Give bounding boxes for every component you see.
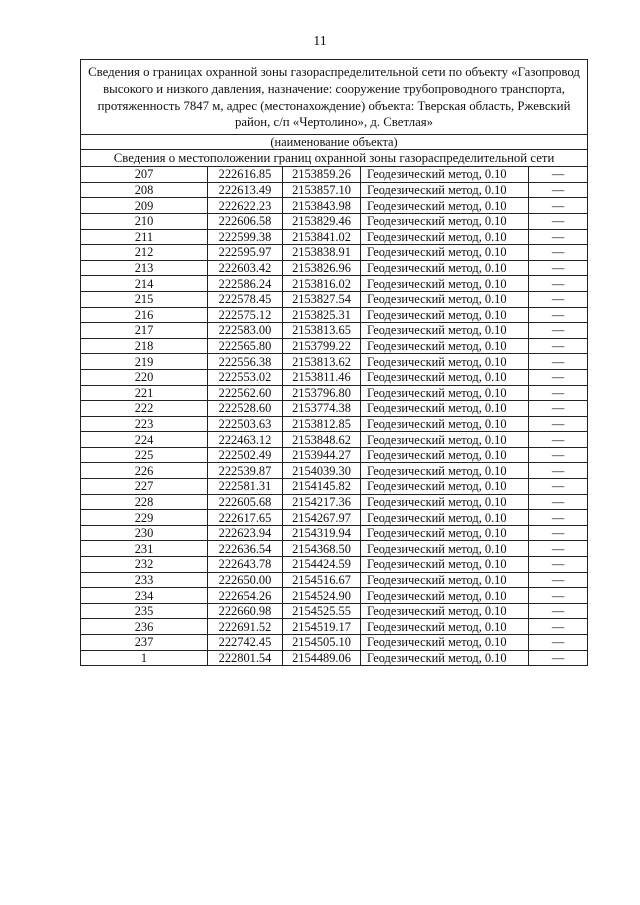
- method-cell: Геодезический метод, 0.10: [361, 447, 529, 463]
- section-title-row: [81, 150, 588, 167]
- y-coordinate-cell: 2153841.02: [283, 229, 361, 245]
- method-cell: Геодезический метод, 0.10: [361, 619, 529, 635]
- method-cell: Геодезический метод, 0.10: [361, 557, 529, 573]
- y-coordinate-cell: 2153848.62: [283, 432, 361, 448]
- point-number-cell: 224: [81, 432, 208, 448]
- method-cell: Геодезический метод, 0.10: [361, 588, 529, 604]
- y-coordinate-cell: 2154489.06: [283, 650, 361, 666]
- note-cell: —: [529, 603, 588, 619]
- method-cell: Геодезический метод, 0.10: [361, 198, 529, 214]
- method-cell: Геодезический метод, 0.10: [361, 401, 529, 417]
- method-cell: Геодезический метод, 0.10: [361, 432, 529, 448]
- x-coordinate-cell: 222605.68: [208, 494, 283, 510]
- method-cell: Геодезический метод, 0.10: [361, 603, 529, 619]
- method-cell: Геодезический метод, 0.10: [361, 369, 529, 385]
- method-cell: Геодезический метод, 0.10: [361, 213, 529, 229]
- y-coordinate-cell: 2153796.80: [283, 385, 361, 401]
- note-cell: —: [529, 619, 588, 635]
- y-coordinate-cell: 2154267.97: [283, 510, 361, 526]
- note-cell: —: [529, 510, 588, 526]
- table-row: [81, 557, 588, 573]
- y-coordinate-cell: 2153816.02: [283, 276, 361, 292]
- table-row: [81, 369, 588, 385]
- y-coordinate-cell: 2154319.94: [283, 525, 361, 541]
- y-coordinate-cell: 2154505.10: [283, 635, 361, 651]
- method-cell: Геодезический метод, 0.10: [361, 260, 529, 276]
- x-coordinate-cell: 222603.42: [208, 260, 283, 276]
- x-coordinate-cell: 222562.60: [208, 385, 283, 401]
- x-coordinate-cell: 222463.12: [208, 432, 283, 448]
- table-row: [81, 635, 588, 651]
- x-coordinate-cell: 222650.00: [208, 572, 283, 588]
- x-coordinate-cell: 222606.58: [208, 213, 283, 229]
- x-coordinate-cell: 222539.87: [208, 463, 283, 479]
- x-coordinate-cell: 222691.52: [208, 619, 283, 635]
- x-coordinate-cell: 222643.78: [208, 557, 283, 573]
- point-number-cell: 233: [81, 572, 208, 588]
- method-cell: Геодезический метод, 0.10: [361, 182, 529, 198]
- point-number-cell: 213: [81, 260, 208, 276]
- x-coordinate-cell: 222565.80: [208, 338, 283, 354]
- point-number-cell: 211: [81, 229, 208, 245]
- title-row: [81, 60, 588, 135]
- point-number-cell: 237: [81, 635, 208, 651]
- note-cell: —: [529, 229, 588, 245]
- boundary-table: [80, 59, 588, 666]
- table-row: [81, 260, 588, 276]
- method-cell: Геодезический метод, 0.10: [361, 307, 529, 323]
- x-coordinate-cell: 222578.45: [208, 291, 283, 307]
- y-coordinate-cell: 2153825.31: [283, 307, 361, 323]
- x-coordinate-cell: 222616.85: [208, 167, 283, 183]
- note-cell: —: [529, 572, 588, 588]
- x-coordinate-cell: 222528.60: [208, 401, 283, 417]
- table-row: [81, 619, 588, 635]
- note-cell: —: [529, 369, 588, 385]
- x-coordinate-cell: 222575.12: [208, 307, 283, 323]
- x-coordinate-cell: 222801.54: [208, 650, 283, 666]
- point-number-cell: 212: [81, 245, 208, 261]
- x-coordinate-cell: 222617.65: [208, 510, 283, 526]
- point-number-cell: 230: [81, 525, 208, 541]
- table-row: [81, 354, 588, 370]
- note-cell: —: [529, 494, 588, 510]
- y-coordinate-cell: 2154424.59: [283, 557, 361, 573]
- table-row: [81, 167, 588, 183]
- method-cell: Геодезический метод, 0.10: [361, 276, 529, 292]
- y-coordinate-cell: 2153813.65: [283, 323, 361, 339]
- point-number-cell: 1: [81, 650, 208, 666]
- point-number-cell: 226: [81, 463, 208, 479]
- x-coordinate-cell: 222556.38: [208, 354, 283, 370]
- point-number-cell: 207: [81, 167, 208, 183]
- note-cell: —: [529, 588, 588, 604]
- method-cell: Геодезический метод, 0.10: [361, 354, 529, 370]
- note-cell: —: [529, 338, 588, 354]
- table-row: [81, 229, 588, 245]
- note-cell: —: [529, 650, 588, 666]
- point-number-cell: 221: [81, 385, 208, 401]
- note-cell: —: [529, 276, 588, 292]
- x-coordinate-cell: 222654.26: [208, 588, 283, 604]
- table-row: [81, 276, 588, 292]
- y-coordinate-cell: 2153829.46: [283, 213, 361, 229]
- note-cell: —: [529, 635, 588, 651]
- method-cell: Геодезический метод, 0.10: [361, 635, 529, 651]
- table-row: [81, 323, 588, 339]
- note-cell: —: [529, 447, 588, 463]
- x-coordinate-cell: 222586.24: [208, 276, 283, 292]
- method-cell: Геодезический метод, 0.10: [361, 479, 529, 495]
- method-cell: Геодезический метод, 0.10: [361, 245, 529, 261]
- point-number-cell: 227: [81, 479, 208, 495]
- point-number-cell: 232: [81, 557, 208, 573]
- point-number-cell: 234: [81, 588, 208, 604]
- note-cell: —: [529, 385, 588, 401]
- method-cell: Геодезический метод, 0.10: [361, 323, 529, 339]
- point-number-cell: 209: [81, 198, 208, 214]
- x-coordinate-cell: 222583.00: [208, 323, 283, 339]
- point-number-cell: 217: [81, 323, 208, 339]
- point-number-cell: 210: [81, 213, 208, 229]
- method-cell: Геодезический метод, 0.10: [361, 494, 529, 510]
- point-number-cell: 215: [81, 291, 208, 307]
- table-row: [81, 338, 588, 354]
- table-row: [81, 385, 588, 401]
- method-cell: Геодезический метод, 0.10: [361, 541, 529, 557]
- table-row: [81, 650, 588, 666]
- x-coordinate-cell: 222636.54: [208, 541, 283, 557]
- y-coordinate-cell: 2153857.10: [283, 182, 361, 198]
- y-coordinate-cell: 2153826.96: [283, 260, 361, 276]
- point-number-cell: 231: [81, 541, 208, 557]
- y-coordinate-cell: 2154524.90: [283, 588, 361, 604]
- method-cell: Геодезический метод, 0.10: [361, 510, 529, 526]
- table-row: [81, 525, 588, 541]
- point-number-cell: 222: [81, 401, 208, 417]
- y-coordinate-cell: 2153944.27: [283, 447, 361, 463]
- x-coordinate-cell: 222502.49: [208, 447, 283, 463]
- y-coordinate-cell: 2153838.91: [283, 245, 361, 261]
- table-row: [81, 307, 588, 323]
- note-cell: —: [529, 213, 588, 229]
- method-cell: Геодезический метод, 0.10: [361, 416, 529, 432]
- object-caption-row: [81, 135, 588, 150]
- note-cell: —: [529, 479, 588, 495]
- y-coordinate-cell: 2154039.30: [283, 463, 361, 479]
- note-cell: —: [529, 307, 588, 323]
- table-row: [81, 401, 588, 417]
- method-cell: Геодезический метод, 0.10: [361, 463, 529, 479]
- y-coordinate-cell: 2153774.38: [283, 401, 361, 417]
- x-coordinate-cell: 222503.63: [208, 416, 283, 432]
- y-coordinate-cell: 2154145.82: [283, 479, 361, 495]
- note-cell: —: [529, 167, 588, 183]
- note-cell: —: [529, 541, 588, 557]
- note-cell: —: [529, 416, 588, 432]
- x-coordinate-cell: 222595.97: [208, 245, 283, 261]
- method-cell: Геодезический метод, 0.10: [361, 525, 529, 541]
- y-coordinate-cell: 2154516.67: [283, 572, 361, 588]
- point-number-cell: 214: [81, 276, 208, 292]
- note-cell: —: [529, 432, 588, 448]
- method-cell: Геодезический метод, 0.10: [361, 650, 529, 666]
- y-coordinate-cell: 2153799.22: [283, 338, 361, 354]
- page-number: 11: [313, 34, 327, 49]
- y-coordinate-cell: 2154217.36: [283, 494, 361, 510]
- y-coordinate-cell: 2153843.98: [283, 198, 361, 214]
- table-row: [81, 182, 588, 198]
- section-title: Сведения о местоположении границ охранной зоны газораспределительной сети: [81, 150, 588, 167]
- x-coordinate-cell: 222599.38: [208, 229, 283, 245]
- x-coordinate-cell: 222742.45: [208, 635, 283, 651]
- table-row: [81, 447, 588, 463]
- note-cell: —: [529, 354, 588, 370]
- table-row: [81, 494, 588, 510]
- method-cell: Геодезический метод, 0.10: [361, 167, 529, 183]
- table-row: [81, 416, 588, 432]
- point-number-cell: 236: [81, 619, 208, 635]
- note-cell: —: [529, 463, 588, 479]
- point-number-cell: 229: [81, 510, 208, 526]
- y-coordinate-cell: 2153813.62: [283, 354, 361, 370]
- note-cell: —: [529, 260, 588, 276]
- y-coordinate-cell: 2153811.46: [283, 369, 361, 385]
- y-coordinate-cell: 2154519.17: [283, 619, 361, 635]
- note-cell: —: [529, 182, 588, 198]
- table-body: [81, 60, 588, 666]
- point-number-cell: 219: [81, 354, 208, 370]
- x-coordinate-cell: 222660.98: [208, 603, 283, 619]
- table-row: [81, 510, 588, 526]
- method-cell: Геодезический метод, 0.10: [361, 291, 529, 307]
- point-number-cell: 228: [81, 494, 208, 510]
- point-number-cell: 220: [81, 369, 208, 385]
- method-cell: Геодезический метод, 0.10: [361, 385, 529, 401]
- table-row: [81, 541, 588, 557]
- object-caption: (наименование объекта): [81, 135, 588, 150]
- method-cell: Геодезический метод, 0.10: [361, 572, 529, 588]
- method-cell: Геодезический метод, 0.10: [361, 229, 529, 245]
- y-coordinate-cell: 2154368.50: [283, 541, 361, 557]
- table-row: [81, 432, 588, 448]
- point-number-cell: 218: [81, 338, 208, 354]
- table-row: [81, 603, 588, 619]
- y-coordinate-cell: 2153812.85: [283, 416, 361, 432]
- x-coordinate-cell: 222613.49: [208, 182, 283, 198]
- table-row: [81, 291, 588, 307]
- note-cell: —: [529, 198, 588, 214]
- note-cell: —: [529, 557, 588, 573]
- note-cell: —: [529, 245, 588, 261]
- note-cell: —: [529, 323, 588, 339]
- method-cell: Геодезический метод, 0.10: [361, 338, 529, 354]
- x-coordinate-cell: 222623.94: [208, 525, 283, 541]
- x-coordinate-cell: 222553.02: [208, 369, 283, 385]
- point-number-cell: 223: [81, 416, 208, 432]
- table-row: [81, 463, 588, 479]
- note-cell: —: [529, 525, 588, 541]
- table-row: [81, 479, 588, 495]
- point-number-cell: 208: [81, 182, 208, 198]
- table-title: Сведения о границах охранной зоны газораспределительной сети по объекту «Газопровод высокого и низкого давления, назначение: сооружение трубопроводного транспорта, протяженность 7847 м, адрес (местонахождение) объекта: Тверская область, Ржевский район, с/п «Чертолино», д. Светлая»: [81, 60, 588, 135]
- point-number-cell: 216: [81, 307, 208, 323]
- table-row: [81, 198, 588, 214]
- point-number-cell: 225: [81, 447, 208, 463]
- x-coordinate-cell: 222622.23: [208, 198, 283, 214]
- x-coordinate-cell: 222581.31: [208, 479, 283, 495]
- note-cell: —: [529, 401, 588, 417]
- table-row: [81, 245, 588, 261]
- table-row: [81, 213, 588, 229]
- table-row: [81, 588, 588, 604]
- y-coordinate-cell: 2154525.55: [283, 603, 361, 619]
- y-coordinate-cell: 2153859.26: [283, 167, 361, 183]
- point-number-cell: 235: [81, 603, 208, 619]
- table-row: [81, 572, 588, 588]
- y-coordinate-cell: 2153827.54: [283, 291, 361, 307]
- note-cell: —: [529, 291, 588, 307]
